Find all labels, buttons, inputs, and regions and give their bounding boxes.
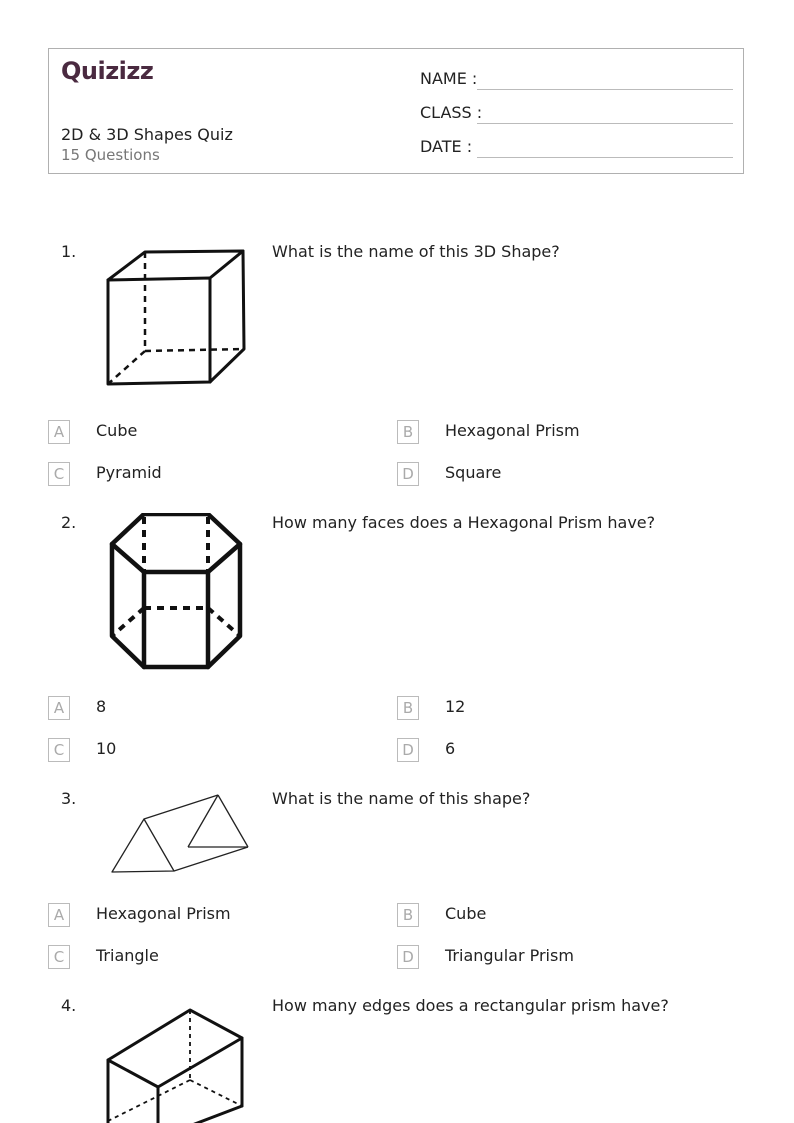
class-label: CLASS :: [420, 103, 483, 122]
cube-figure: [100, 244, 252, 390]
question-text: How many edges does a rectangular prism have?: [272, 996, 669, 1015]
class-line: [477, 123, 733, 124]
option-text: Hexagonal Prism: [445, 421, 580, 440]
option-letter: D: [397, 738, 419, 762]
option-text: 12: [445, 697, 466, 716]
date-label: DATE :: [420, 137, 473, 156]
option-text: Cube: [96, 421, 138, 440]
name-label: NAME :: [420, 69, 478, 88]
option-letter: A: [48, 420, 70, 444]
option-text: Hexagonal Prism: [96, 904, 231, 923]
option-text: Triangular Prism: [445, 946, 574, 965]
option-text: 10: [96, 739, 117, 758]
option-letter: B: [397, 903, 419, 927]
option-letter: A: [48, 696, 70, 720]
option-text: Square: [445, 463, 502, 482]
quiz-title: 2D & 3D Shapes Quiz: [61, 125, 233, 144]
quiz-header: [48, 48, 744, 174]
option-letter: D: [397, 462, 419, 486]
option-text: 6: [445, 739, 456, 758]
question-text: What is the name of this 3D Shape?: [272, 242, 560, 261]
option-letter: B: [397, 696, 419, 720]
name-line: [477, 89, 733, 90]
option-text: Cube: [445, 904, 487, 923]
question-count: 15 Questions: [61, 146, 160, 164]
hexagonal-prism-figure: [106, 513, 246, 673]
question-number: 1.: [61, 242, 77, 261]
option-text: Pyramid: [96, 463, 162, 482]
question-number: 3.: [61, 789, 77, 808]
triangular-prism-figure: [108, 791, 254, 877]
quizizz-logo: Quizizz: [61, 57, 154, 85]
option-letter: D: [397, 945, 419, 969]
option-letter: C: [48, 945, 70, 969]
option-text: Triangle: [96, 946, 159, 965]
option-letter: C: [48, 462, 70, 486]
question-text: What is the name of this shape?: [272, 789, 531, 808]
date-line: [477, 157, 733, 158]
rectangular-prism-figure: [104, 1008, 248, 1123]
question-text: How many faces does a Hexagonal Prism have?: [272, 513, 656, 532]
option-letter: B: [397, 420, 419, 444]
option-letter: C: [48, 738, 70, 762]
question-number: 4.: [61, 996, 77, 1015]
option-text: 8: [96, 697, 107, 716]
option-letter: A: [48, 903, 70, 927]
question-number: 2.: [61, 513, 77, 532]
